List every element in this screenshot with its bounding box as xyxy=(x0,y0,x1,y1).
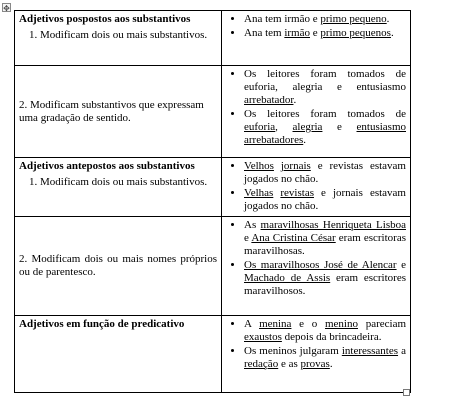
example-item xyxy=(244,318,406,344)
example-text: depois da brincadeira. xyxy=(281,331,382,343)
example-text: Ana tem irmão e xyxy=(244,13,321,25)
underlined-term: arrebatador xyxy=(244,94,294,106)
underlined-term: Velhos xyxy=(244,160,274,172)
table-row xyxy=(15,217,411,316)
rule-item: 2. Modificam dois ou mais nomes próprios ou de parentesco. xyxy=(19,253,217,278)
underlined-term: jornais xyxy=(280,160,311,172)
table-row xyxy=(15,11,411,66)
underlined-term: entusiasmo xyxy=(356,121,406,133)
example-text: e xyxy=(396,259,406,271)
table-row xyxy=(15,316,411,393)
underlined-term: menino xyxy=(324,318,358,330)
example-item xyxy=(244,187,406,213)
table-row xyxy=(15,66,411,158)
underlined-term: provas xyxy=(300,358,330,370)
rule-cell xyxy=(15,217,222,316)
example-item xyxy=(244,27,406,40)
example-text: Os meninos julgaram xyxy=(244,345,342,357)
example-text: . xyxy=(303,134,306,146)
underlined-term: euforia xyxy=(244,121,276,133)
example-text: e xyxy=(322,121,357,133)
underlined-term: maravilhosas Henriqueta Lisboa xyxy=(260,219,406,231)
examples-list xyxy=(226,13,406,40)
underlined-term: menina xyxy=(259,318,292,330)
underlined-term: exaustos xyxy=(244,331,282,343)
example-text: A xyxy=(244,318,260,330)
row-heading: Adjetivos pospostos aos substantivos xyxy=(19,13,191,25)
example-text: pareciam xyxy=(357,318,407,330)
example-text: Os leitores foram tomados de xyxy=(244,108,406,120)
examples-cell xyxy=(222,11,411,66)
move-arrows-icon: ✥ xyxy=(3,4,10,13)
row-heading-cell xyxy=(15,158,222,217)
table-row xyxy=(15,158,411,217)
row-heading-cell xyxy=(15,316,222,393)
underlined-term: Ana Cristina César xyxy=(251,232,336,244)
row-heading: Adjetivos antepostos aos substantivos xyxy=(19,160,195,172)
underlined-term: primo pequenos xyxy=(320,27,391,39)
rule-item: 1. Modificam dois ou mais substantivos. xyxy=(29,176,208,188)
rule-cell xyxy=(15,66,222,158)
underlined-term: arrebatadores xyxy=(244,134,304,146)
underlined-term: alegria xyxy=(292,121,323,133)
example-text xyxy=(274,160,281,172)
examples-cell xyxy=(222,217,411,316)
row-heading-cell xyxy=(15,11,222,66)
example-text: . xyxy=(390,27,394,39)
example-item xyxy=(244,13,406,26)
underlined-term: revistas xyxy=(280,187,314,199)
underlined-term: redação xyxy=(244,358,279,370)
underlined-term: Velhas xyxy=(244,187,274,199)
example-item xyxy=(244,219,406,258)
example-item xyxy=(244,345,406,371)
underlined-term: irmão xyxy=(284,27,310,39)
example-text: . xyxy=(329,358,333,370)
examples-list xyxy=(226,160,406,213)
examples-cell xyxy=(222,316,411,393)
example-item xyxy=(244,259,406,298)
example-text: e as xyxy=(278,358,301,370)
example-text: e o xyxy=(291,318,325,330)
example-text: e revistas estavam jogados no chão. xyxy=(244,160,406,185)
example-text: Os leitores foram tomados de euforia, alegria e entusiasmo xyxy=(244,68,406,93)
example-text: , xyxy=(275,121,293,133)
underlined-term: interessantes xyxy=(341,345,399,357)
example-text: eram escritoras maravilhosas. xyxy=(244,232,406,257)
example-text: . xyxy=(293,94,297,106)
underlined-term: Os maravilhosos José de Alencar xyxy=(244,259,397,271)
example-text: a xyxy=(398,345,406,357)
table-resize-handle[interactable] xyxy=(403,389,410,396)
example-text: e xyxy=(244,232,252,244)
examples-cell xyxy=(222,158,411,217)
example-text: e xyxy=(310,27,321,39)
table-move-handle[interactable] xyxy=(2,3,11,12)
underlined-term: primo pequeno xyxy=(320,13,387,25)
example-item xyxy=(244,108,406,147)
row-heading: Adjetivos em função de predicativo xyxy=(19,318,185,330)
examples-list xyxy=(226,318,406,371)
example-text: eram escritores maravilhosos. xyxy=(244,272,406,297)
rule-item: 1. Modificam dois ou mais substantivos. xyxy=(29,29,208,41)
rule-item: 2. Modificam substantivos que expressam uma gradação de sentido. xyxy=(19,98,204,124)
examples-list xyxy=(226,219,406,298)
examples-list xyxy=(226,68,406,147)
underlined-term: Machado de Assis xyxy=(244,272,331,284)
grammar-table xyxy=(14,10,411,393)
example-item xyxy=(244,160,406,186)
example-text: As xyxy=(244,219,261,231)
example-text: e jornais estavam jogados no chão. xyxy=(244,187,406,212)
example-text: . xyxy=(386,13,390,25)
example-text: Ana tem xyxy=(244,27,285,39)
examples-cell xyxy=(222,66,411,158)
example-item xyxy=(244,68,406,107)
